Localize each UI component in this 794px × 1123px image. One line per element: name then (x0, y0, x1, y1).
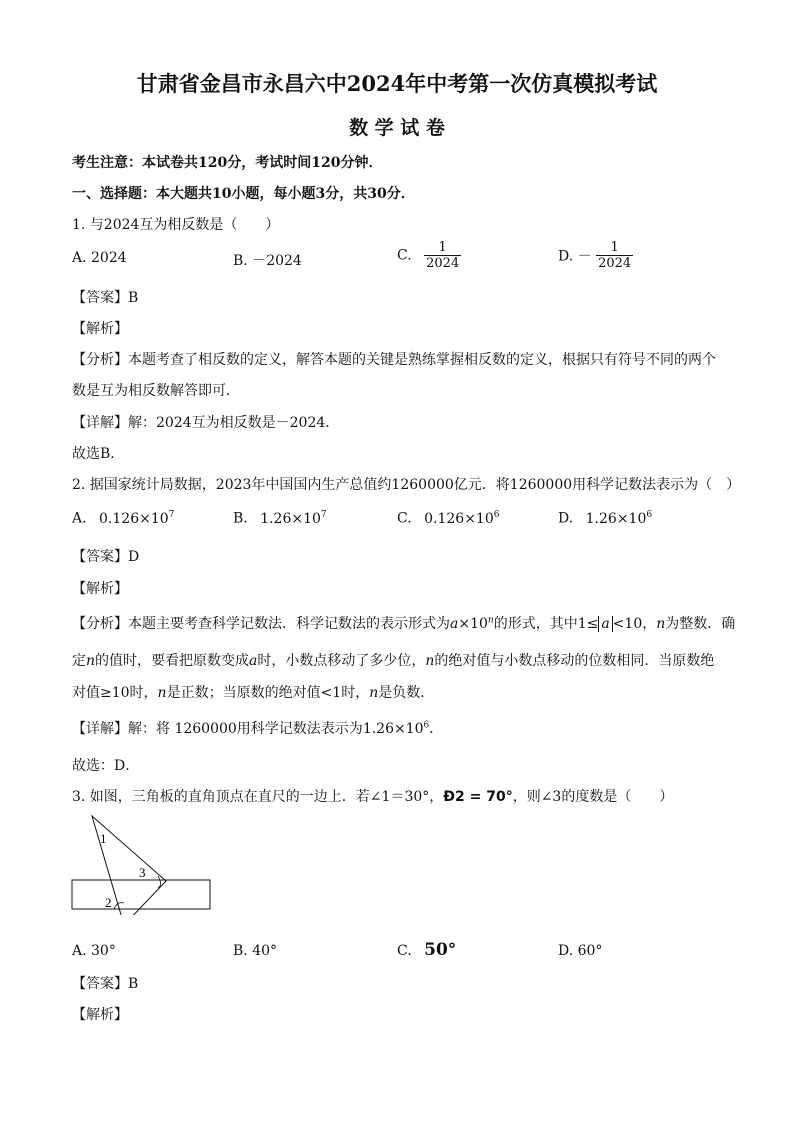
q3-analysis-heading: 【解析】 (72, 1007, 128, 1023)
q3-option-c-label: C. (397, 943, 412, 959)
q2-f3-var-n2: n (369, 685, 379, 701)
q3-stem-text-a: 3. 如图，三角板的直角顶点在直尺的一边上．若∠1＝30°， (72, 789, 444, 805)
q2-analysis-line2 (72, 650, 714, 670)
q1-c-denominator: 2024 (426, 256, 460, 271)
q1-option-c (397, 240, 461, 271)
q2-option-b (233, 510, 327, 527)
q2-option-d-exponent: 6 (646, 510, 653, 520)
q2-f2-text-b: 的值时，要看把原数变成 (95, 653, 250, 669)
q2-analysis-line3 (72, 682, 434, 702)
q1-option-a: A. 2024 (72, 250, 127, 266)
q2-f2-text-c: 时，小数点移动了多少位， (257, 653, 426, 669)
q2-f3-text-a: 对值≥10时， (72, 685, 158, 701)
q2-analysis-heading: 【解析】 (72, 581, 128, 597)
label-angle2: 2 (105, 895, 112, 910)
q2-f3-text-c: 是负数． (378, 685, 435, 701)
q3-option-c (397, 940, 456, 960)
q3-option-a: A. 30° (72, 943, 116, 959)
section-heading: 一、选择题：本大题共10小题，每小题3分，共30分． (72, 186, 415, 202)
q2-f2-var-n2: n (425, 653, 435, 669)
q3-option-d: D. 60° (558, 943, 603, 959)
q2-f3-var-n: n (157, 685, 167, 701)
q2-option-c (397, 510, 499, 527)
q2-f1-var-a: a (450, 616, 459, 632)
q1-answer: 【答案】B (72, 290, 139, 306)
q2-f1-abs-a: a (598, 616, 612, 632)
q1-choice: 故选B． (72, 446, 125, 462)
q1-d-denominator: 2024 (598, 256, 632, 271)
q1-option-c-fraction (424, 240, 461, 271)
q1-detail: 【详解】解：2024互为相反数是－2024． (72, 415, 340, 431)
q3-figure (70, 813, 215, 915)
q2-option-a-exponent: 7 (168, 510, 175, 520)
q2-f2-var-n: n (86, 653, 96, 669)
q2-answer: 【答案】D (72, 549, 140, 565)
label-angle1: 1 (100, 831, 107, 846)
q2-f1-text-b: 的形式，其中1≤ (493, 616, 599, 632)
q1-analysis-line1: 【分析】本题考查了相反数的定义，解答本题的关键是熟练掌握相反数的定义，根据只有符号不同的两个 (72, 352, 716, 368)
q1-option-c-label: C. (397, 247, 412, 264)
q2-stem: 2. 据国家统计局数据，2023年中国国内生产总值约1260000亿元．将1260000用科学记数法表示为（ ） (72, 477, 741, 493)
q2-f1-text-d: 为整数．确 (665, 616, 736, 632)
q2-choice: 故选：D． (72, 758, 140, 774)
q2-option-a (72, 510, 174, 527)
q3-stem-text-c: ，则∠3的度数是（ ） (512, 789, 674, 805)
q1-analysis-line2: 数是互为相反数解答即可． (72, 383, 240, 399)
q2-analysis-line1 (72, 613, 735, 633)
q2-f2-text-d: 的绝对值与小数点移动的位数相同．当原数绝 (434, 653, 715, 669)
q2-option-d-label: D. (558, 510, 574, 527)
q2-detail-value: 1.26×10 (362, 721, 424, 737)
q2-detail-text: 【详解】解：将 1260000用科学记数法表示为 (72, 721, 363, 737)
q2-f1-text-c: <10， (612, 616, 657, 632)
angle3-arc (158, 876, 161, 888)
q2-option-b-value: 1.26×10 (260, 510, 321, 527)
q1-analysis-heading: 【解析】 (72, 321, 128, 337)
q2-option-a-value: 0.126×10 (99, 510, 169, 527)
q1-stem: 1. 与2024互为相反数是（ ） (72, 217, 280, 233)
q1-option-d-label: D. － (558, 248, 592, 265)
q2-f2-var-a: a (249, 653, 258, 669)
q2-detail-exponent: 6 (423, 720, 430, 731)
q3-answer: 【答案】B (72, 976, 139, 992)
label-angle3: 3 (139, 865, 146, 880)
q2-option-d-value: 1.26×10 (585, 510, 647, 527)
q2-f1-text-a: 【分析】本题主要考查科学记数法．科学记数法的表示形式为 (72, 616, 450, 632)
q2-f1-var-n: n (656, 616, 666, 632)
q1-option-b: B. －2024 (233, 253, 302, 269)
q2-option-a-label: A. (72, 510, 87, 527)
q3-option-c-value: 50° (424, 940, 457, 960)
q2-option-c-value: 0.126×10 (424, 510, 494, 527)
q2-option-c-label: C. (397, 510, 412, 527)
q1-c-numerator: 1 (438, 240, 447, 255)
q2-option-d (558, 510, 652, 527)
q2-f3-text-b: 是正数；当原数的绝对值<1时， (166, 685, 370, 701)
doc-title: 甘肃省金昌市永昌六中2024年中考第一次仿真模拟考试 (136, 71, 658, 96)
q1-d-numerator: 1 (610, 240, 619, 255)
q2-option-c-exponent: 6 (493, 510, 500, 520)
exam-notice: 考生注意：本试卷共120分，考试时间120分钟． (72, 155, 383, 171)
q3-stem-angle2: Ð2 = 70° (443, 789, 513, 805)
q1-option-d (558, 240, 633, 271)
q2-option-b-label: B. (233, 510, 248, 527)
q2-f1-exp-n: n (487, 615, 494, 626)
doc-subtitle: 数 学 试 卷 (349, 117, 445, 139)
q2-detail-end: ． (429, 721, 444, 737)
q1-option-d-fraction (596, 240, 633, 271)
q3-option-b: B. 40° (233, 943, 278, 959)
q3-stem (72, 786, 673, 806)
q2-f1-times: ×10 (458, 616, 488, 632)
q2-option-b-exponent: 7 (320, 510, 327, 520)
q2-f2-text-a: 定 (72, 653, 86, 669)
ruler (72, 880, 210, 909)
q2-detail (72, 718, 443, 738)
